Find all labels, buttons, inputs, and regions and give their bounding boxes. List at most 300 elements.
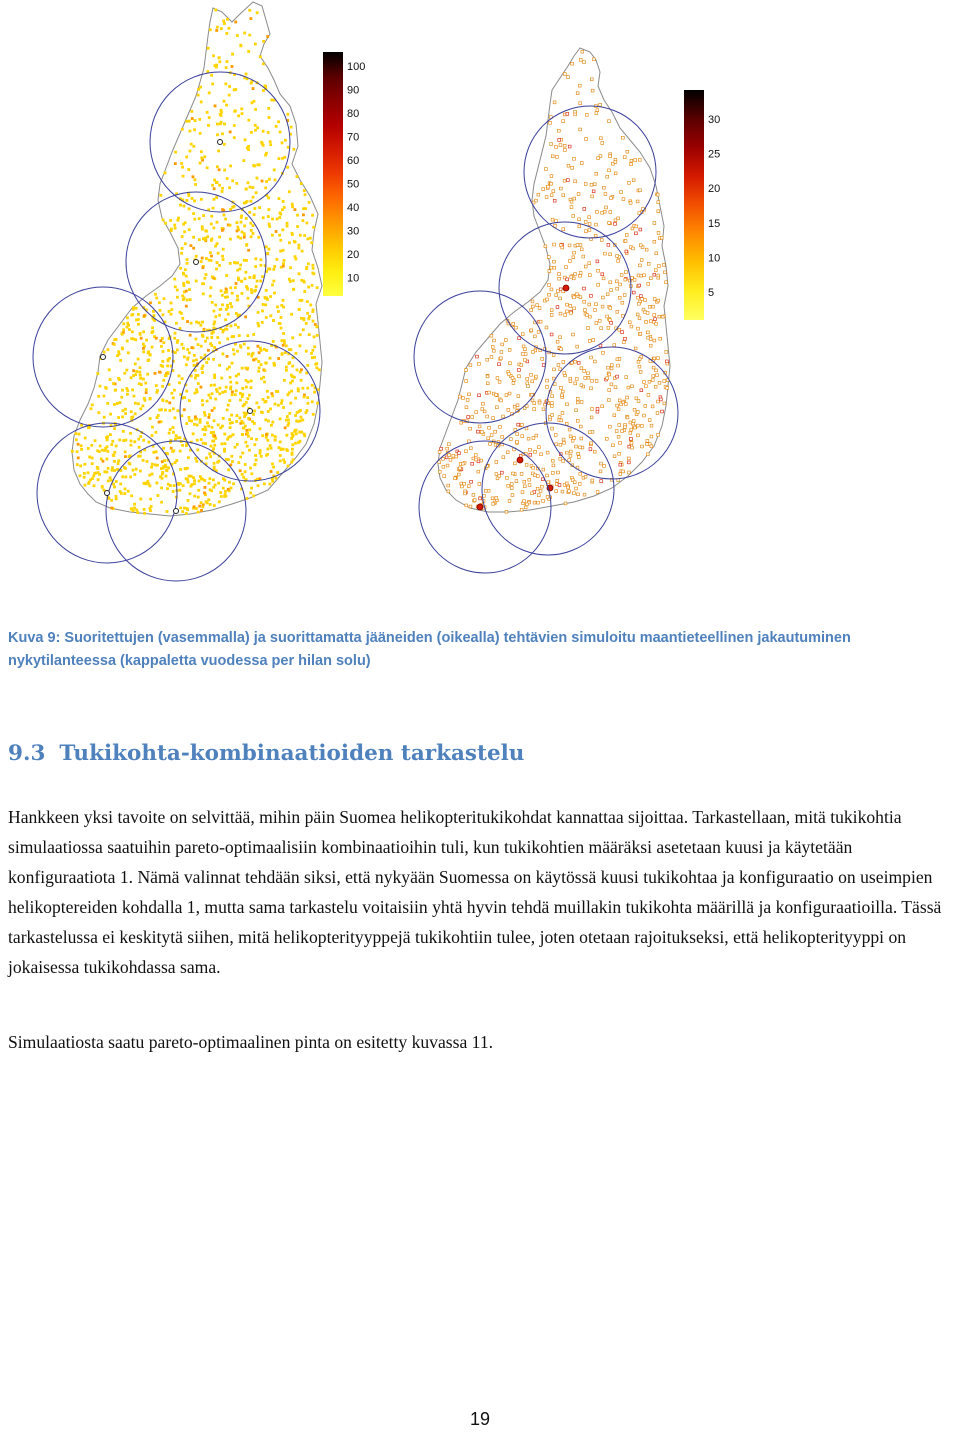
grid-cell-dot	[506, 451, 509, 454]
grid-cell-dot	[194, 178, 197, 181]
grid-cell-dot	[106, 439, 109, 442]
grid-cell-dot	[594, 309, 597, 312]
grid-cell-dot	[555, 483, 558, 486]
grid-cell-dot	[623, 294, 626, 297]
grid-cell-dot	[588, 262, 591, 265]
grid-cell-dot	[214, 484, 217, 487]
grid-cell-dot	[604, 193, 607, 196]
grid-cell-dot	[178, 381, 181, 384]
grid-cell-dot	[447, 484, 450, 487]
grid-cell-dot	[250, 235, 253, 238]
grid-cell-dot	[495, 461, 498, 464]
grid-cell-dot	[121, 475, 124, 478]
grid-cell-dot	[551, 459, 554, 462]
grid-cell-dot	[650, 424, 653, 427]
grid-cell-dot	[128, 462, 131, 465]
grid-cell-dot	[626, 150, 629, 153]
grid-cell-dot	[101, 449, 104, 452]
grid-cell-dot	[282, 459, 285, 462]
grid-cell-dot	[246, 445, 249, 448]
grid-cell-dot	[594, 234, 597, 237]
grid-cell-dot	[179, 468, 182, 471]
grid-cell-dot	[161, 360, 164, 363]
grid-cell-dot	[217, 150, 220, 153]
grid-cell-dot	[195, 507, 198, 510]
grid-cell-dot	[566, 179, 569, 182]
grid-cell-dot	[630, 325, 633, 328]
grid-cell-dot	[579, 58, 582, 61]
grid-cell-dot	[313, 391, 316, 394]
grid-cell-dot	[634, 347, 637, 350]
grid-cell-dot	[194, 119, 197, 122]
grid-cell-dot	[219, 491, 222, 494]
colorbar-tick-label: 80	[347, 108, 360, 120]
grid-cell-dot	[478, 394, 481, 397]
grid-cell-dot	[273, 292, 276, 295]
grid-cell-dot	[247, 119, 250, 122]
grid-cell-dot	[172, 431, 175, 434]
grid-cell-dot	[269, 357, 272, 360]
grid-cell-dot	[205, 230, 208, 233]
grid-cell-dot	[590, 356, 593, 359]
grid-cell-dot	[296, 411, 299, 414]
grid-cell-dot	[216, 336, 219, 339]
grid-cell-dot	[216, 26, 219, 29]
grid-cell-dot	[585, 113, 588, 116]
grid-cell-dot	[225, 274, 228, 277]
grid-cell-dot	[254, 129, 257, 132]
grid-cell-dot	[231, 292, 234, 295]
grid-cell-dot	[579, 425, 582, 428]
grid-cell-dot	[243, 343, 246, 346]
grid-cell-dot	[225, 386, 228, 389]
grid-cell-dot	[179, 489, 182, 492]
grid-cell-dot	[210, 431, 213, 434]
left-colorbar	[323, 52, 365, 296]
grid-cell-dot	[271, 462, 274, 465]
grid-cell-dot	[625, 250, 628, 253]
grid-cell-dot	[624, 403, 627, 406]
grid-cell-dot	[226, 368, 229, 371]
grid-cell-dot	[275, 258, 278, 261]
grid-cell-dot	[460, 482, 463, 485]
grid-cell-dot	[228, 399, 231, 402]
grid-cell-dot	[665, 360, 668, 363]
grid-cell-dot	[647, 336, 650, 339]
grid-cell-dot	[97, 411, 100, 414]
grid-cell-dot	[228, 481, 231, 484]
grid-cell-dot	[192, 432, 195, 435]
grid-cell-dot	[225, 104, 228, 107]
grid-cell-dot	[237, 114, 240, 117]
grid-cell-dot	[126, 322, 129, 325]
grid-cell-dot	[256, 11, 259, 14]
grid-cell-dot	[80, 448, 83, 451]
grid-cell-dot	[650, 435, 653, 438]
grid-cell-dot	[490, 434, 493, 437]
grid-cell-dot	[221, 294, 224, 297]
grid-cell-dot	[210, 336, 213, 339]
grid-cell-dot	[295, 429, 298, 432]
grid-cell-dot	[201, 266, 204, 269]
grid-cell-dot	[536, 475, 539, 478]
grid-cell-dot	[256, 126, 259, 129]
grid-cell-dot	[588, 216, 591, 219]
grid-cell-dot	[206, 111, 209, 114]
grid-cell-dot	[618, 441, 621, 444]
grid-cell-dot	[312, 320, 315, 323]
grid-cell-dot	[521, 423, 524, 426]
grid-cell-dot	[598, 319, 601, 322]
grid-cell-dot	[230, 414, 233, 417]
grid-cell-dot	[465, 369, 468, 372]
grid-cell-dot	[236, 350, 239, 353]
grid-cell-dot	[137, 358, 140, 361]
grid-cell-dot	[583, 300, 586, 303]
grid-cell-dot	[563, 73, 566, 76]
grid-cell-dot	[250, 437, 253, 440]
colorbar-tick-label: 40	[347, 202, 360, 214]
grid-cell-dot	[189, 244, 192, 247]
grid-cell-dot	[223, 479, 226, 482]
grid-cell-dot	[546, 451, 549, 454]
grid-cell-dot	[599, 137, 602, 140]
grid-cell-dot	[622, 198, 625, 201]
grid-cell-dot	[626, 416, 629, 419]
grid-cell-dot	[299, 409, 302, 412]
grid-cell-dot	[254, 454, 257, 457]
grid-cell-dot	[144, 382, 147, 385]
grid-cell-dot	[223, 214, 226, 217]
grid-cell-dot	[149, 498, 152, 501]
grid-cell-dot	[199, 162, 202, 165]
grid-cell-dot	[636, 424, 639, 427]
grid-cell-dot	[282, 249, 285, 252]
grid-cell-dot	[285, 369, 288, 372]
grid-cell-dot	[248, 9, 251, 12]
grid-cell-dot	[583, 369, 586, 372]
grid-cell-dot	[200, 260, 203, 263]
grid-cell-dot	[220, 27, 223, 30]
grid-cell-dot	[579, 446, 582, 449]
grid-cell-dot	[96, 372, 99, 375]
grid-cell-dot	[181, 343, 184, 346]
grid-cell-dot	[220, 377, 223, 380]
grid-cell-dot	[495, 497, 498, 500]
grid-cell-dot	[264, 418, 267, 421]
grid-cell-dot	[311, 214, 314, 217]
grid-cell-dot	[224, 82, 227, 85]
grid-cell-dot	[109, 378, 112, 381]
right-map	[414, 48, 678, 573]
grid-cell-dot	[562, 459, 565, 462]
grid-cell-dot	[133, 507, 136, 510]
grid-cell-dot	[245, 401, 248, 404]
grid-cell-dot	[262, 398, 265, 401]
grid-cell-dot	[162, 379, 165, 382]
grid-cell-dot	[166, 487, 169, 490]
grid-cell-dot	[467, 485, 470, 488]
grid-cell-dot	[105, 471, 108, 474]
grid-cell-dot	[183, 408, 186, 411]
grid-cell-dot	[221, 132, 224, 135]
grid-cell-dot	[301, 387, 304, 390]
grid-cell-dot	[584, 475, 587, 478]
grid-cell-dot	[551, 395, 554, 398]
grid-cell-dot	[180, 414, 183, 417]
grid-cell-dot	[288, 241, 291, 244]
grid-cell-dot	[542, 408, 545, 411]
grid-cell-dot	[239, 469, 242, 472]
grid-cell-dot	[209, 251, 212, 254]
grid-cell-dot	[158, 301, 161, 304]
grid-cell-dot	[255, 191, 258, 194]
grid-cell-dot	[113, 486, 116, 489]
grid-cell-dot	[90, 444, 93, 447]
grid-cell-dot	[155, 337, 158, 340]
grid-cell-dot	[211, 275, 214, 278]
grid-cell-dot	[542, 468, 545, 471]
grid-cell-dot	[281, 142, 284, 145]
grid-cell-dot	[559, 312, 562, 315]
grid-cell-dot	[546, 185, 549, 188]
grid-cell-dot	[222, 487, 225, 490]
grid-cell-dot	[228, 186, 231, 189]
grid-cell-dot	[176, 339, 179, 342]
grid-cell-dot	[249, 467, 252, 470]
grid-cell-dot	[531, 300, 534, 303]
grid-cell-dot	[651, 379, 654, 382]
grid-cell-dot	[573, 157, 576, 160]
grid-cell-dot	[121, 347, 124, 350]
grid-cell-dot	[266, 390, 269, 393]
grid-cell-dot	[269, 295, 272, 298]
grid-cell-dot	[545, 196, 548, 199]
grid-cell-dot	[149, 398, 152, 401]
grid-cell-dot	[227, 313, 230, 316]
section-number: 9.3	[8, 741, 46, 766]
grid-cell-dot	[130, 507, 133, 510]
left-map	[33, 2, 322, 581]
grid-cell-dot	[257, 370, 260, 373]
grid-cell-dot	[264, 401, 267, 404]
grid-cell-dot	[216, 261, 219, 264]
grid-cell-dot	[508, 348, 511, 351]
grid-cell-dot	[291, 203, 294, 206]
grid-cell-dot	[569, 450, 572, 453]
grid-cell-dot	[563, 144, 566, 147]
grid-cell-dot	[555, 443, 558, 446]
grid-cell-dot	[277, 310, 280, 313]
grid-cell-dot	[583, 309, 586, 312]
grid-cell-dot	[465, 380, 468, 383]
grid-cell-dot	[650, 445, 653, 448]
grid-cell-dot	[285, 344, 288, 347]
grid-cell-dot	[573, 296, 576, 299]
grid-cell-dot	[558, 138, 561, 141]
grid-cell-dot	[143, 314, 146, 317]
grid-cell-dot	[247, 417, 250, 420]
grid-cell-dot	[236, 230, 239, 233]
grid-cell-dot	[237, 278, 240, 281]
grid-cell-dot	[176, 409, 179, 412]
grid-cell-dot	[208, 413, 211, 416]
grid-cell-dot	[555, 220, 558, 223]
grid-cell-dot	[595, 210, 598, 213]
grid-cell-dot	[616, 358, 619, 361]
grid-cell-dot	[277, 157, 280, 160]
grid-cell-dot	[155, 297, 158, 300]
grid-cell-dot	[517, 423, 520, 426]
grid-cell-dot	[578, 84, 581, 87]
grid-cell-dot	[259, 427, 262, 430]
grid-cell-dot	[191, 346, 194, 349]
grid-cell-dot	[114, 389, 117, 392]
grid-cell-dot	[174, 461, 177, 464]
grid-cell-dot	[538, 307, 541, 310]
grid-cell-dot	[528, 484, 531, 487]
grid-cell-dot	[618, 424, 621, 427]
grid-cell-dot	[568, 244, 571, 247]
grid-cell-dot	[248, 449, 251, 452]
grid-cell-dot	[239, 344, 242, 347]
grid-cell-dot	[655, 369, 658, 372]
grid-cell-dot	[596, 109, 599, 112]
grid-cell-dot	[146, 480, 149, 483]
grid-cell-dot	[162, 350, 165, 353]
grid-cell-dot	[566, 310, 569, 313]
grid-cell-dot	[565, 422, 568, 425]
grid-cell-dot	[160, 487, 163, 490]
grid-cell-dot	[634, 232, 637, 235]
grid-cell-dot	[628, 471, 631, 474]
grid-cell-dot	[296, 225, 299, 228]
grid-cell-dot	[214, 8, 217, 11]
grid-cell-dot	[244, 315, 247, 318]
grid-cell-dot	[561, 412, 564, 415]
grid-cell-dot	[221, 425, 224, 428]
grid-cell-dot	[264, 362, 267, 365]
grid-cell-dot	[229, 164, 232, 167]
grid-cell-dot	[230, 455, 233, 458]
grid-cell-dot	[107, 467, 110, 470]
grid-cell-dot	[642, 308, 645, 311]
grid-cell-dot	[142, 347, 145, 350]
grid-cell-dot	[113, 343, 116, 346]
grid-cell-dot	[544, 245, 547, 248]
grid-cell-dot	[239, 392, 242, 395]
grid-cell-dot	[199, 421, 202, 424]
grid-cell-dot	[524, 506, 527, 509]
grid-cell-dot	[656, 374, 659, 377]
grid-cell-dot	[311, 310, 314, 313]
grid-cell-dot	[294, 241, 297, 244]
grid-cell-dot	[602, 186, 605, 189]
grid-cell-dot	[183, 230, 186, 233]
grid-cell-dot	[284, 426, 287, 429]
grid-cell-dot	[112, 483, 115, 486]
grid-cell-dot	[154, 293, 157, 296]
grid-cell-dot	[633, 278, 636, 281]
grid-cell-dot	[537, 446, 540, 449]
grid-cell-dot	[638, 358, 641, 361]
grid-cell-dot	[159, 194, 162, 197]
grid-cell-dot	[546, 298, 549, 301]
grid-cell-dot	[255, 402, 258, 405]
right-colorbar	[684, 90, 720, 320]
grid-cell-dot	[635, 225, 638, 228]
grid-cell-dot	[648, 305, 651, 308]
grid-cell-dot	[231, 460, 234, 463]
grid-cell-dot	[192, 247, 195, 250]
grid-cell-dot	[647, 282, 650, 285]
grid-cell-dot	[188, 288, 191, 291]
grid-cell-dot	[556, 290, 559, 293]
grid-cell-dot	[77, 456, 80, 459]
grid-cell-dot	[608, 373, 611, 376]
grid-cell-dot	[186, 348, 189, 351]
grid-cell-dot	[301, 419, 304, 422]
grid-cell-dot	[260, 141, 263, 144]
grid-cell-dot	[208, 116, 211, 119]
grid-cell-dot	[253, 358, 256, 361]
grid-cell-dot	[500, 351, 503, 354]
grid-cell-dot	[496, 477, 499, 480]
grid-cell-dot	[283, 341, 286, 344]
grid-cell-dot	[216, 165, 219, 168]
grid-cell-dot	[228, 94, 231, 97]
grid-cell-dot	[291, 232, 294, 235]
grid-cell-dot	[126, 340, 129, 343]
grid-cell-dot	[279, 322, 282, 325]
grid-cell-dot	[476, 430, 479, 433]
grid-cell-dot	[271, 395, 274, 398]
grid-cell-dot	[245, 259, 248, 262]
grid-cell-dot	[442, 457, 445, 460]
grid-cell-dot	[574, 273, 577, 276]
grid-cell-dot	[164, 222, 167, 225]
grid-cell-dot	[117, 462, 120, 465]
grid-cell-dot	[187, 499, 190, 502]
grid-cell-dot	[159, 339, 162, 342]
grid-cell-dot	[454, 477, 457, 480]
grid-cell-dot	[244, 425, 247, 428]
grid-cell-dot	[229, 426, 232, 429]
grid-cell-dot	[222, 20, 225, 23]
grid-cell-dot	[653, 339, 656, 342]
grid-cell-dot	[208, 91, 211, 94]
grid-cell-dot	[225, 291, 228, 294]
grid-cell-dot	[200, 150, 203, 153]
figure-caption: Kuva 9: Suoritettujen (vasemmalla) ja suorittamatta jääneiden (oikealla) tehtävien simuloitu maantieteellinen jakautuminen nykytilanteessa (kappaletta vuodessa per hilan solu)	[8, 630, 851, 669]
grid-cell-dot	[97, 395, 100, 398]
grid-cell-dot	[216, 221, 219, 224]
grid-cell-dot	[275, 390, 278, 393]
grid-cell-dot	[226, 18, 229, 21]
grid-cell-dot	[281, 228, 284, 231]
grid-cell-dot	[255, 285, 258, 288]
grid-cell-dot	[249, 491, 252, 494]
grid-cell-dot	[139, 407, 142, 410]
grid-cell-dot	[259, 449, 262, 452]
grid-cell-dot	[232, 482, 235, 485]
grid-cell-dot	[155, 384, 158, 387]
grid-cell-dot	[614, 219, 617, 222]
grid-cell-dot	[243, 232, 246, 235]
grid-cell-dot	[505, 510, 508, 513]
grid-cell-dot	[312, 226, 315, 229]
grid-cell-dot	[80, 444, 83, 447]
